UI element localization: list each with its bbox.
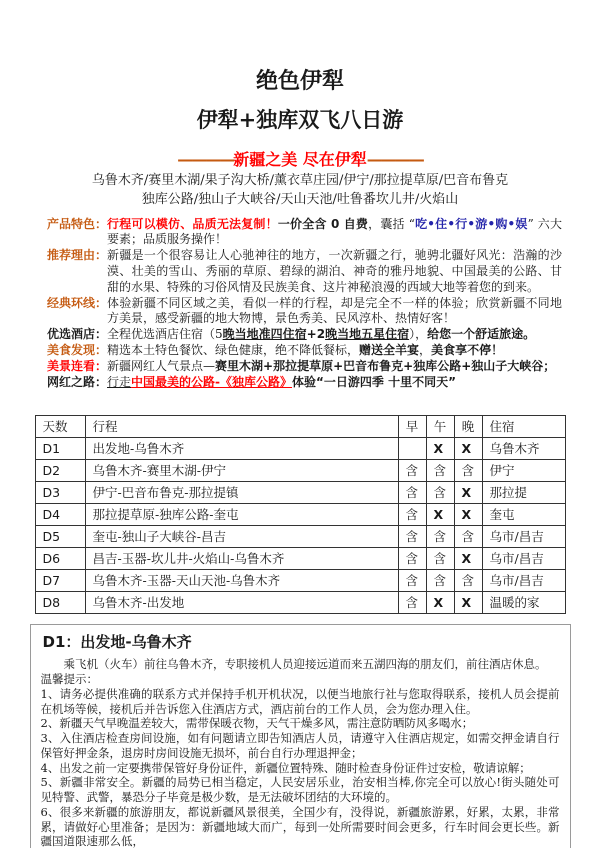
day1-intro: 乘飞机（火车）前往乌鲁木齐，专职接机人员迎接远道而来五湖四海的朋友们，前往酒店休息。 [63, 656, 547, 671]
meal-cell: 含 [398, 547, 426, 569]
table-row [35, 547, 565, 569]
feature-row [47, 217, 562, 249]
page-subtitle: 伊犁+独库双飞八日游 [196, 107, 404, 132]
meal-cell: 含 [426, 459, 454, 481]
table-header-cell: 行程 [85, 415, 398, 437]
day-cell: D6 [35, 547, 85, 569]
meal-cell: 含 [398, 459, 426, 481]
feature-row [47, 359, 562, 375]
feature-label: 网红之路： [47, 374, 108, 389]
feature-text: 新疆是一个很容易让人心驰神往的地方，一次新疆之行，驰骋北疆好风光：浩瀚的沙漠、壮美的雪山、秀丽的草原、碧绿的湖泊、神奇的雅丹地貌、中国最美的公路、甘甜的水果、特殊的习俗风情及民族美食、这片神秘浪漫的西域大地等着您的到来。 [107, 248, 562, 294]
destinations-line-1: 乌鲁木齐/赛里木湖/果子沟大桥/薰衣草庄园/伊宁/那拉提草原/巴音布鲁克 [91, 173, 509, 188]
meal-cell: 含 [454, 459, 482, 481]
route-cell: 昌吉-玉器-坎儿井-火焰山-乌鲁木齐 [85, 547, 398, 569]
feature-label: 经典环线： [47, 295, 108, 310]
table-row [35, 503, 565, 525]
page-title: 绝色伊犁 [255, 68, 344, 94]
table-row [35, 569, 565, 591]
route-cell: 乌鲁木齐-出发地 [85, 591, 398, 613]
meal-cell: X [426, 503, 454, 525]
itinerary-table-body [35, 437, 565, 613]
feature-label: 产品特色： [47, 216, 108, 231]
meal-cell: 含 [398, 569, 426, 591]
feature-row [47, 375, 562, 391]
route-cell: 乌鲁木齐-赛里木湖-伊宁 [85, 459, 398, 481]
stay-cell: 乌市/昌吉 [482, 525, 565, 547]
itinerary-table [35, 415, 566, 614]
stay-cell: 伊宁 [482, 459, 565, 481]
day-cell: D8 [35, 591, 85, 613]
tips-list [41, 687, 560, 848]
stay-cell: 那拉提 [482, 481, 565, 503]
meal-cell: 含 [426, 547, 454, 569]
tip-item: 3、入住酒店检查房间设施，如有问题请立即告知酒店人员，请遵守入住酒店规定，如需交押金请自行保管好押金条，退房时房间设施无损坏，前台自行办理退押金； [40, 731, 560, 760]
day-cell: D1 [35, 437, 85, 459]
meal-cell [398, 437, 426, 459]
route-cell: 出发地-乌鲁木齐 [85, 437, 398, 459]
feature-row [47, 327, 562, 343]
stay-cell: 乌市/昌吉 [482, 547, 565, 569]
day-cell: D2 [35, 459, 85, 481]
route-cell: 那拉提草原-独库公路-奎屯 [85, 503, 398, 525]
table-row [35, 481, 565, 503]
table-row [35, 459, 565, 481]
table-header-row [35, 415, 565, 437]
meal-cell: 含 [398, 503, 426, 525]
feature-text: 精选本土特色餐饮、绿色健康，绝不降低餐标，赠送全羊宴，美食享不停！ [107, 343, 504, 358]
feature-text: 行程可以模仿、品质无法复制！一价全含 0 自费，囊括 “吃•住•行•游•购•娱” 六大要素；品质服务操作！ [107, 216, 562, 247]
table-row [35, 591, 565, 613]
feature-label: 美食发现： [47, 343, 108, 358]
feature-text: 行走中国最美的公路-《独库公路》体验“一日游四季 十里不同天” [107, 374, 456, 389]
feature-row [47, 248, 562, 295]
feature-label: 美景连看： [47, 358, 108, 373]
meal-cell: 含 [426, 481, 454, 503]
meal-cell: X [454, 591, 482, 613]
stay-cell: 温暖的家 [482, 591, 565, 613]
meal-cell: X [454, 481, 482, 503]
day-cell: D4 [35, 503, 85, 525]
meal-cell: 含 [426, 569, 454, 591]
day1-section [30, 624, 571, 848]
meal-cell: 含 [454, 569, 482, 591]
feature-label: 推荐理由： [47, 248, 108, 263]
day-cell: D5 [35, 525, 85, 547]
meal-cell: X [454, 503, 482, 525]
feature-text: 体验新疆不同区域之美，看似一样的行程，却是完全不一样的体验；欣赏新疆不同地方美景，感受新疆的地大物博，景色秀美、民风淳朴、热情好客！ [107, 295, 562, 326]
stay-cell: 乌市/昌吉 [482, 569, 565, 591]
table-header-cell: 天数 [35, 415, 85, 437]
feature-list [47, 217, 562, 391]
table-header-cell: 午 [426, 415, 454, 437]
table-row [35, 525, 565, 547]
tip-item: 4、出发之前一定要携带保管好身份证件，新疆位置特殊、随时检查身份证件过安检，敬请谅解； [40, 760, 531, 775]
tip-item: 6、很多来新疆的旅游朋友，都说新疆风景很美，全国少有，没得说，新疆旅游累，好累，太累，非常累，请做好心里准备；是因为：新疆地域大而广，每到一处所需要时间会更多，行车时间会更长些。新疆国道限速那么低， [40, 804, 560, 848]
meal-cell: X [426, 437, 454, 459]
feature-row [47, 296, 562, 328]
stay-cell: 乌鲁木齐 [482, 437, 565, 459]
table-header-cell: 晚 [454, 415, 482, 437]
route-cell: 伊宁-巴音布鲁克-那拉提镇 [85, 481, 398, 503]
table-row [35, 437, 565, 459]
day-cell: D3 [35, 481, 85, 503]
meal-cell: 含 [454, 525, 482, 547]
tips-title: 温馨提示： [40, 672, 98, 687]
feature-row [47, 343, 562, 359]
day1-heading: D1：出发地-乌鲁木齐 [42, 632, 192, 651]
meal-cell: X [426, 591, 454, 613]
itinerary-table-header [35, 415, 565, 437]
tagline-dash-left: ———— [177, 150, 234, 169]
destinations-line-2: 独库公路/独山子大峡谷/天山天池/吐鲁番坎儿井/火焰山 [141, 192, 459, 208]
feature-text: 全程优选酒店住宿（5晚当地准四住宿+2晚当地五星住宿），给您一个舒适旅途。 [107, 327, 536, 342]
tagline-text: 新疆之美 尽在伊犁 [233, 150, 367, 169]
table-header-cell: 早 [398, 415, 426, 437]
feature-text: 新疆网红人气景点—赛里木湖+那拉提草原+巴音布鲁克+独库公路+独山子大峡谷； [107, 358, 556, 373]
meal-cell: 含 [398, 481, 426, 503]
meal-cell: 含 [398, 591, 426, 613]
meal-cell: X [454, 547, 482, 569]
meal-cell: 含 [426, 525, 454, 547]
route-cell: 奎屯-独山子大峡谷-昌吉 [85, 525, 398, 547]
tip-item: 1、请务必提供准确的联系方式并保持手机开机状况，以便当地旅行社与您取得联系，接机人员会提前在机场等候，接机后并告诉您入住酒店方式，酒店前台的工作人员，会为您办理入住。 [40, 687, 560, 716]
tip-item: 5、新疆非常安全。新疆的局势已相当稳定，人民安居乐业，治安相当棒,你完全可以放心!街头随处可见特警、武警，暴恐分子毕竟是极少数，是无法破坏团结的大环境的。 [40, 775, 560, 805]
meal-cell: X [454, 437, 482, 459]
feature-label: 优选酒店： [47, 327, 108, 342]
tip-item: 2、新疆天气早晚温差较大，需带保暖衣物，天气干燥多风，需注意防晒防风多喝水； [40, 716, 474, 731]
meal-cell: 含 [398, 525, 426, 547]
table-header-cell: 住宿 [482, 415, 565, 437]
stay-cell: 奎屯 [482, 503, 565, 525]
tagline-dash-right: ———— [366, 150, 423, 169]
day-cell: D7 [35, 569, 85, 591]
tagline [0, 147, 600, 170]
route-cell: 乌鲁木齐-玉器-天山天池-乌鲁木齐 [85, 569, 398, 591]
